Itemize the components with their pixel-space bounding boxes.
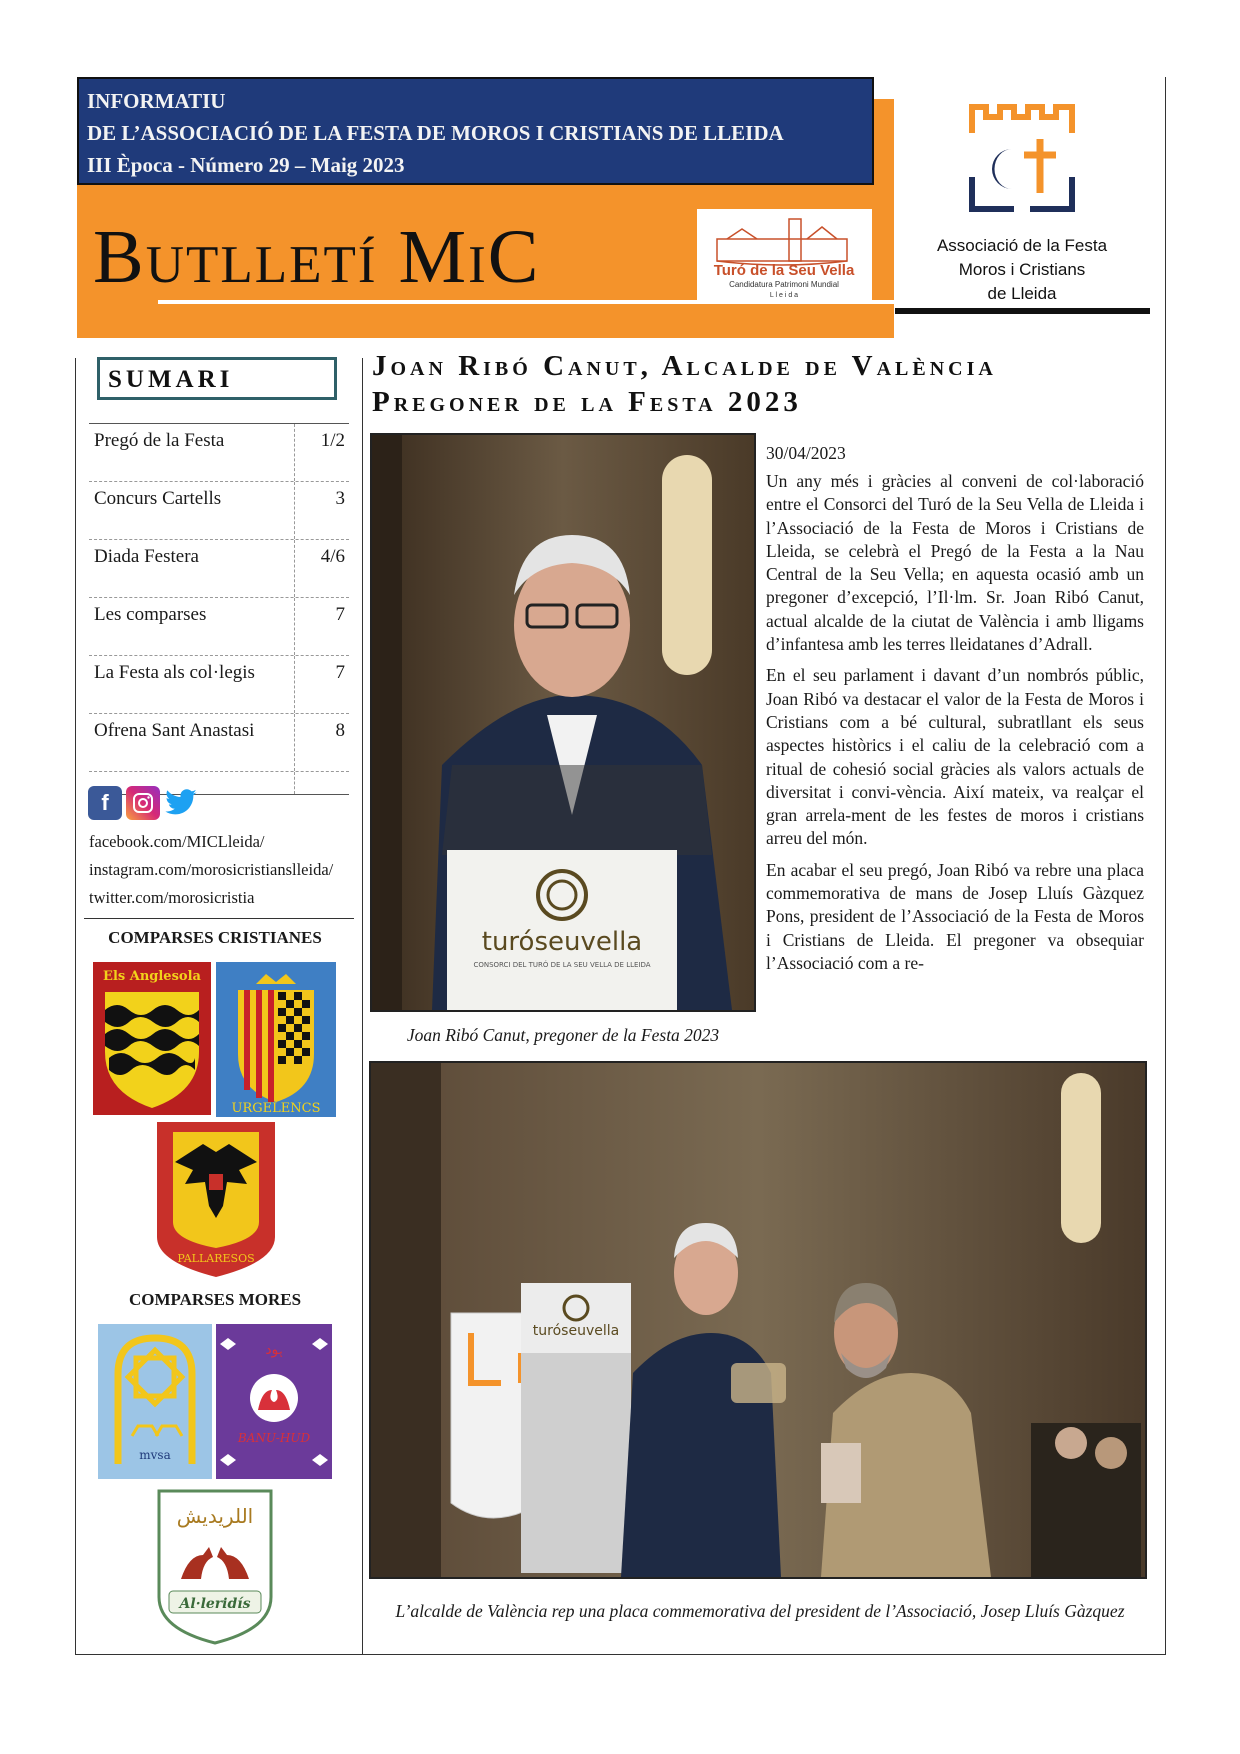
alleridis-arabic: اللريديش [176, 1504, 254, 1528]
masthead-line-3: III Època - Número 29 – Maig 2023 [87, 153, 405, 177]
toc-label: Pregó de la Festa [94, 430, 225, 451]
header-rule [895, 308, 1150, 314]
article-title-line-1: Joan Ribó Canut, Alcalde de València [372, 350, 997, 382]
toc-page: 1/2 [320, 430, 345, 451]
pallaresos-label: PALLARESOS [177, 1252, 255, 1265]
masthead-orange-accent [874, 99, 894, 185]
toc-page: 7 [335, 604, 345, 625]
urgelencs-label: URGELENCS [231, 1101, 321, 1116]
turo-logo-city: L l e i d a [769, 292, 799, 299]
podium-logo-text: turóseuvella [481, 927, 643, 957]
toc-row[interactable] [89, 598, 349, 656]
svg-text:turóseuvella: turóseuvella [532, 1323, 620, 1339]
article-paragraph: En acabar el seu pregó, Joan Ribó va rebre una placa commemorativa de mans de Josep Lluís Gàzquez Pons, president de l’Associació de la Festa de Moros i Cristians de Lleida. El pregoner va obsequiar l’Associació com a re- [766, 859, 1144, 973]
banu-hud-label: BANU-HUD [237, 1431, 311, 1445]
turo-logo-title: Turó de la Seu Vella [713, 262, 855, 279]
twitter-link[interactable]: twitter.com/morosicristia [89, 888, 255, 907]
assoc-logo-line-1: Associació de la Festa [936, 236, 1108, 255]
toc-label: Les comparses [94, 604, 207, 625]
article-body [766, 470, 1144, 983]
podium-logo-sub: CONSORCI DEL TURÓ DE LA SEU VELLA DE LLEIDA [473, 961, 651, 969]
association-logo-text [900, 234, 1144, 306]
turo-logo-sub: Candidatura Patrimoni Mundial [729, 280, 839, 289]
photo-speaker-at-podium [370, 433, 756, 1012]
toc-page: 7 [335, 662, 345, 683]
toc-label: Ofrena Sant Anastasi [94, 720, 255, 741]
frame-right-rule [1165, 77, 1166, 1654]
article-paragraph: Un any més i gràcies al conveni de col·laboració entre el Consorci del Turó de la Seu Vella de Lleida i l’Associació de la Festa de Moros i Cristians de Lleida, se celebrà el Pregó de la Festa a la Nau Central de la Seu Vella; en aquesta ocasió amb un pregoner d’excepció, l’Il·lm. Sr. Joan Ribó Canut, actual alcalde de la ciutat de València i amb lligams d’infantesa amb les terres lleidatanes d’Adrall. [766, 471, 1144, 655]
article-paragraph: En el seu parlament i davant d’un nombrós públic, Joan Ribó va destacar el valor de la Festa de Moros i Cristians com a bé cultural, subratllant els seus aspectes històrics i el caliu de la celebració com a ritual de cohesió social gràcies als valors actuals de diversitat i convi-vència. Així mateix, va realçar el gran arrela-ment de les festes de moros i cristians arreu del món. [766, 665, 1144, 849]
article-date: 30/04/2023 [766, 443, 846, 463]
alleridis-shield [155, 1487, 275, 1647]
social-icons [88, 786, 198, 822]
facebook-icon[interactable]: f [88, 786, 122, 820]
assoc-logo-line-2: Moros i Cristians [958, 260, 1086, 279]
comparses-cristianes-heading: COMPARSES CRISTIANES [108, 928, 322, 947]
anglesola-shield [93, 962, 211, 1115]
article-title-line-2: Pregoner de la Festa 2023 [372, 386, 802, 418]
newsletter-title: Butlletí MiC [93, 215, 541, 299]
masthead-line-2: DE L’ASSOCIACIÓ DE LA FESTA DE MOROS I CRISTIANS DE LLEIDA [87, 121, 784, 145]
toc-row[interactable] [89, 714, 349, 772]
sumari-heading: SUMARI [97, 357, 337, 400]
social-links [89, 828, 333, 912]
sidebar-divider [84, 918, 354, 919]
frame-bottom-rule [75, 1654, 1166, 1655]
svg-text:ﮨﻮﺩ: ﮨﻮﺩ [265, 1342, 283, 1358]
photo2-caption: L’alcalde de València rep una placa commemorativa del president de l’Associació, Josep Lluís Gàzquez [395, 1601, 1125, 1621]
mvsa-label: mvsa [139, 1448, 171, 1462]
banu-hud-shield [216, 1324, 332, 1479]
toc-label: Diada Festera [94, 546, 199, 567]
toc-page: 4/6 [320, 546, 345, 567]
masthead-line-1: INFORMATIU [87, 89, 226, 113]
toc-label: Concurs Cartells [94, 488, 222, 509]
toc-row[interactable] [89, 424, 349, 482]
article-title [372, 348, 1162, 420]
comparses-mores-heading: COMPARSES MORES [128, 1290, 302, 1309]
anglesola-label: Els Anglesola [103, 969, 201, 984]
table-of-contents [89, 423, 349, 795]
facebook-link[interactable]: facebook.com/MICLleida/ [89, 832, 265, 851]
assoc-logo-line-3: de Lleida [987, 284, 1057, 303]
pallaresos-shield [157, 1122, 275, 1277]
urgelencs-shield [216, 962, 336, 1117]
toc-label: La Festa als col·legis [94, 662, 255, 683]
frame-left-rule [75, 358, 76, 1654]
column-divider [362, 358, 363, 1654]
toc-page: 3 [335, 488, 345, 509]
instagram-icon[interactable] [126, 786, 160, 820]
toc-row[interactable] [89, 656, 349, 714]
photo-plaque-presentation [369, 1061, 1147, 1579]
toc-page: 8 [335, 720, 345, 741]
photo1-caption: Joan Ribó Canut, pregoner de la Festa 2023 [406, 1025, 720, 1045]
twitter-icon[interactable] [164, 786, 198, 820]
alleridis-label: Al·leridís [179, 1596, 251, 1612]
association-logo-emblem [968, 103, 1076, 215]
mvsa-shield [98, 1324, 212, 1479]
turo-seu-vella-logo [697, 209, 872, 301]
toc-row[interactable] [89, 482, 349, 540]
toc-row[interactable] [89, 540, 349, 598]
instagram-link[interactable]: instagram.com/morosicristianslleida/ [89, 860, 334, 879]
masthead-info-box [77, 77, 874, 185]
